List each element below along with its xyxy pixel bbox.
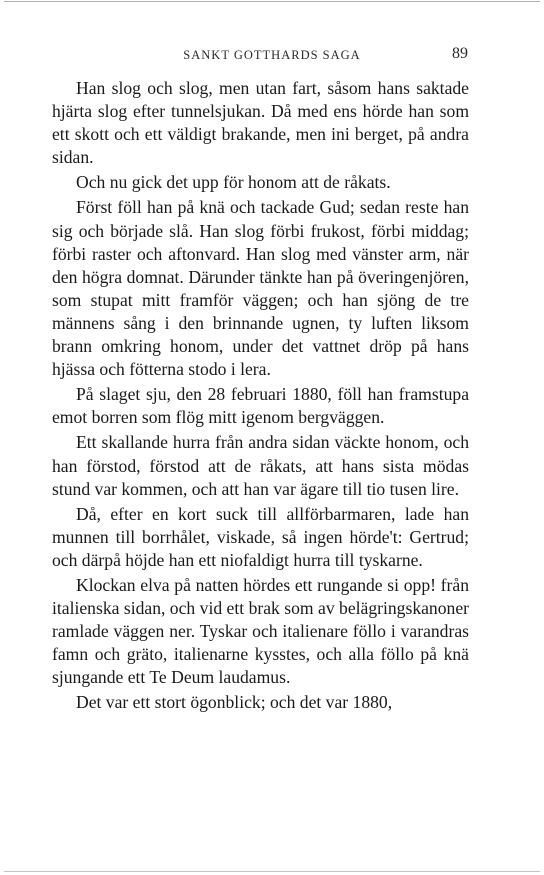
page-number: 89: [452, 45, 468, 62]
top-border-line: [4, 1, 540, 2]
running-title: SANKT GOTTHARDS SAGA: [183, 48, 361, 62]
paragraph: Då, efter en kort suck till allförbarmaren, lade han munnen till borrhålet, viskade, så ingen hörde't: Gertrud; och därpå höjde han ett niofaldigt hurra till tyskarne.: [52, 503, 469, 570]
paragraph: På slaget sju, den 28 februari 1880, föll han framstupa emot borren som flög mitt igenom bergväggen.: [52, 384, 469, 428]
bottom-border-line: [4, 871, 540, 872]
paragraph: Det var ett stort ögonblick; och det var 1880,: [76, 692, 393, 713]
paragraph: Först föll han på knä och tackade Gud; sedan reste han sig och började slå. Han slog förbi frukost, förbi middag; förbi raster och aftonvard. Han slog med vänster arm, när den högra domnat. Därunder tänkte han på överingenjören, som stupat mitt framför väggen; och han sjöng de tre männens sång i den brinnande ugnen, ty luften liksom brann omkring honom, under det vattnet dröp på hans hjässa och fötterna stodo i lera.: [52, 197, 469, 380]
paragraph: Och nu gick det upp för honom att de råkats.: [76, 172, 391, 193]
paragraph: Klockan elva på natten hördes ett rungande si opp! från italienska sidan, och vid ett brak som av belägringskanoner ramlade väggen ner. Tyskar och italienare föllo i varandras famn och gräto, italienarne kysstes, och alla föllo på knä sjungande ett Te Deum laudamus.: [52, 574, 469, 688]
paragraph: Ett skallande hurra från andra sidan väckte honom, och han förstod, förstod att de råkats, att hans sista mödas stund var kommen, och att han var ägare till tio tusen lire.: [52, 432, 469, 499]
text-body: [52, 77, 469, 717]
paragraph: Han slog och slog, men utan fart, såsom hans saktade hjärta slog efter tunnelsjukan. Då med ens hörde han som ett skott och ett väldigt brakande, men ini berget, på andra sidan.: [52, 78, 469, 168]
page-header: [0, 45, 544, 68]
